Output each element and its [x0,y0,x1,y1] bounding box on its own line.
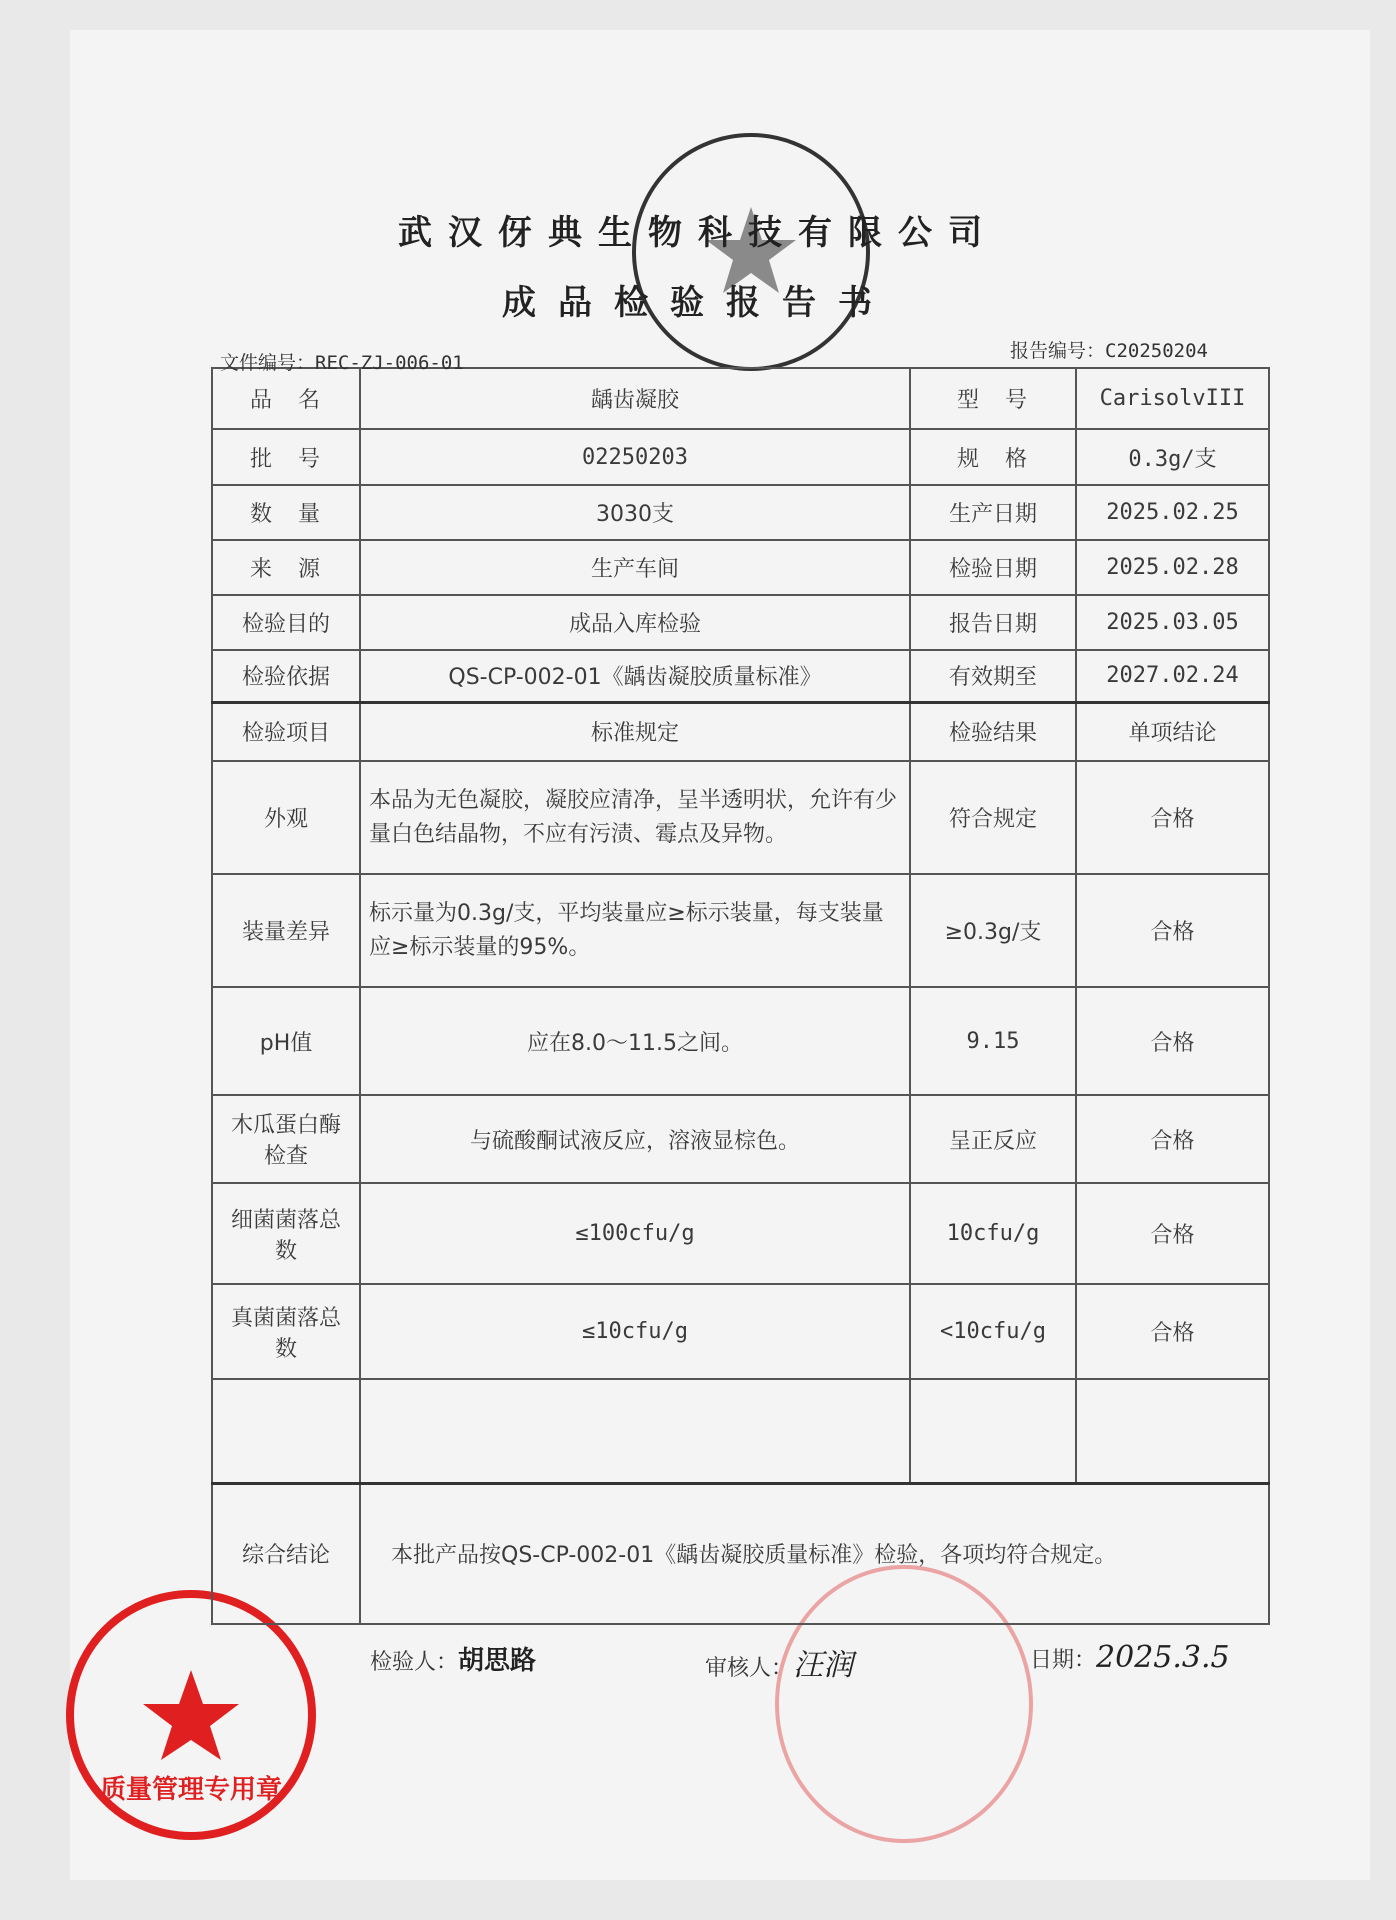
reviewer-signature [705,1640,853,1684]
empty-cell [360,1379,910,1483]
file-number [220,348,464,375]
file-number-label: 文件编号： [220,352,316,374]
basis-label: 检验依据 [212,650,360,702]
test-item: 真菌菌落总数 [212,1284,360,1379]
quantity: 3030支 [360,485,910,540]
expiry: 2027.02.24 [1076,650,1269,702]
test-result: <10cfu/g [910,1284,1076,1379]
empty-row [212,1379,1269,1483]
test-conclusion: 合格 [1076,761,1269,874]
test-standard: 应在8.0～11.5之间。 [360,987,910,1095]
test-standard: ≤100cfu/g [360,1183,910,1284]
header-conclusion: 单项结论 [1076,702,1269,761]
report-number-label: 报告编号： [1010,340,1106,362]
distributor-quality-stamp [66,1590,316,1840]
empty-cell [910,1379,1076,1483]
summary-text: 本批产品按QS-CP-002-01《龋齿凝胶质量标准》检验，各项均符合规定。 [360,1483,1269,1624]
svg-text:质量管理专用章: 质量管理专用章 [99,1775,283,1805]
test-result: 呈正反应 [910,1095,1076,1183]
reviewer-label: 审核人： [705,1656,794,1681]
test-conclusion: 合格 [1076,1095,1269,1183]
test-row [212,1095,1269,1183]
test-result: 符合规定 [910,761,1076,874]
info-row [212,650,1269,702]
model: CarisolvIII [1076,368,1269,429]
test-item: 外观 [212,761,360,874]
product-name-label: 品 名 [212,368,360,429]
prod-date: 2025.02.25 [1076,485,1269,540]
header-item: 检验项目 [212,702,360,761]
document-title: 成品检验报告书 [502,283,894,323]
test-item: 木瓜蛋白酶检查 [212,1095,360,1183]
empty-cell [1076,1379,1269,1483]
spec: 0.3g/支 [1076,429,1269,485]
test-standard: 本品为无色凝胶，凝胶应清净，呈半透明状，允许有少量白色结晶物，不应有污渍、霉点及异物。 [360,761,910,874]
star-icon [74,1598,308,1832]
test-row [212,761,1269,874]
info-row [212,485,1269,540]
test-row [212,874,1269,987]
info-row [212,595,1269,650]
report-number-value: C20250204 [1105,340,1208,362]
test-item: pH值 [212,987,360,1095]
purpose: 成品入库检验 [360,595,910,650]
inspector-signature [370,1640,536,1677]
test-item: 细菌菌落总数 [212,1183,360,1284]
tests-header-row [212,702,1269,761]
quantity-label: 数 量 [212,485,360,540]
test-standard: 与硫酸酮试液反应，溶液显棕色。 [360,1095,910,1183]
report-date: 2025.03.05 [1076,595,1269,650]
batch-label: 批 号 [212,429,360,485]
spec-label: 规 格 [910,429,1076,485]
info-row [212,429,1269,485]
test-row [212,1284,1269,1379]
empty-cell [212,1379,360,1483]
test-conclusion: 合格 [1076,1183,1269,1284]
test-standard: ≤10cfu/g [360,1284,910,1379]
model-label: 型 号 [910,368,1076,429]
product-name: 龋齿凝胶 [360,368,910,429]
test-result: 9.15 [910,987,1076,1095]
date-signature [1030,1640,1230,1675]
test-row [212,987,1269,1095]
date-label: 日期： [1030,1648,1097,1673]
test-conclusion: 合格 [1076,1284,1269,1379]
source-label: 来 源 [212,540,360,595]
expiry-label: 有效期至 [910,650,1076,702]
reviewer-name: 汪润 [793,1648,854,1683]
source: 生产车间 [360,540,910,595]
basis: QS-CP-002-01《龋齿凝胶质量标准》 [360,650,910,702]
inspector-label: 检验人： [370,1650,459,1675]
test-date: 2025.02.28 [1076,540,1269,595]
info-row [212,540,1269,595]
batch: 02250203 [360,429,910,485]
prod-date-label: 生产日期 [910,485,1076,540]
test-date-label: 检验日期 [910,540,1076,595]
purpose-label: 检验目的 [212,595,360,650]
summary-row [212,1483,1269,1624]
header-result: 检验结果 [910,702,1076,761]
test-result: 10cfu/g [910,1183,1076,1284]
test-conclusion: 合格 [1076,874,1269,987]
report-date-label: 报告日期 [910,595,1076,650]
company-name: 武汉伢典生物科技有限公司 [398,213,998,253]
test-row [212,1183,1269,1284]
info-row [212,368,1269,429]
test-standard: 标示量为0.3g/支，平均装量应≥标示装量，每支装量应≥标示装量的95%。 [360,874,910,987]
test-conclusion: 合格 [1076,987,1269,1095]
test-result: ≥0.3g/支 [910,874,1076,987]
file-number-value: REC-ZJ-006-01 [315,352,464,374]
test-item: 装量差异 [212,874,360,987]
summary-label: 综合结论 [212,1483,360,1624]
report-number [1010,336,1208,363]
header-standard: 标准规定 [360,702,910,761]
inspection-table [211,367,1270,1625]
signed-date: 2025.3.5 [1096,1640,1230,1675]
inspector-name: 胡思路 [458,1646,537,1676]
